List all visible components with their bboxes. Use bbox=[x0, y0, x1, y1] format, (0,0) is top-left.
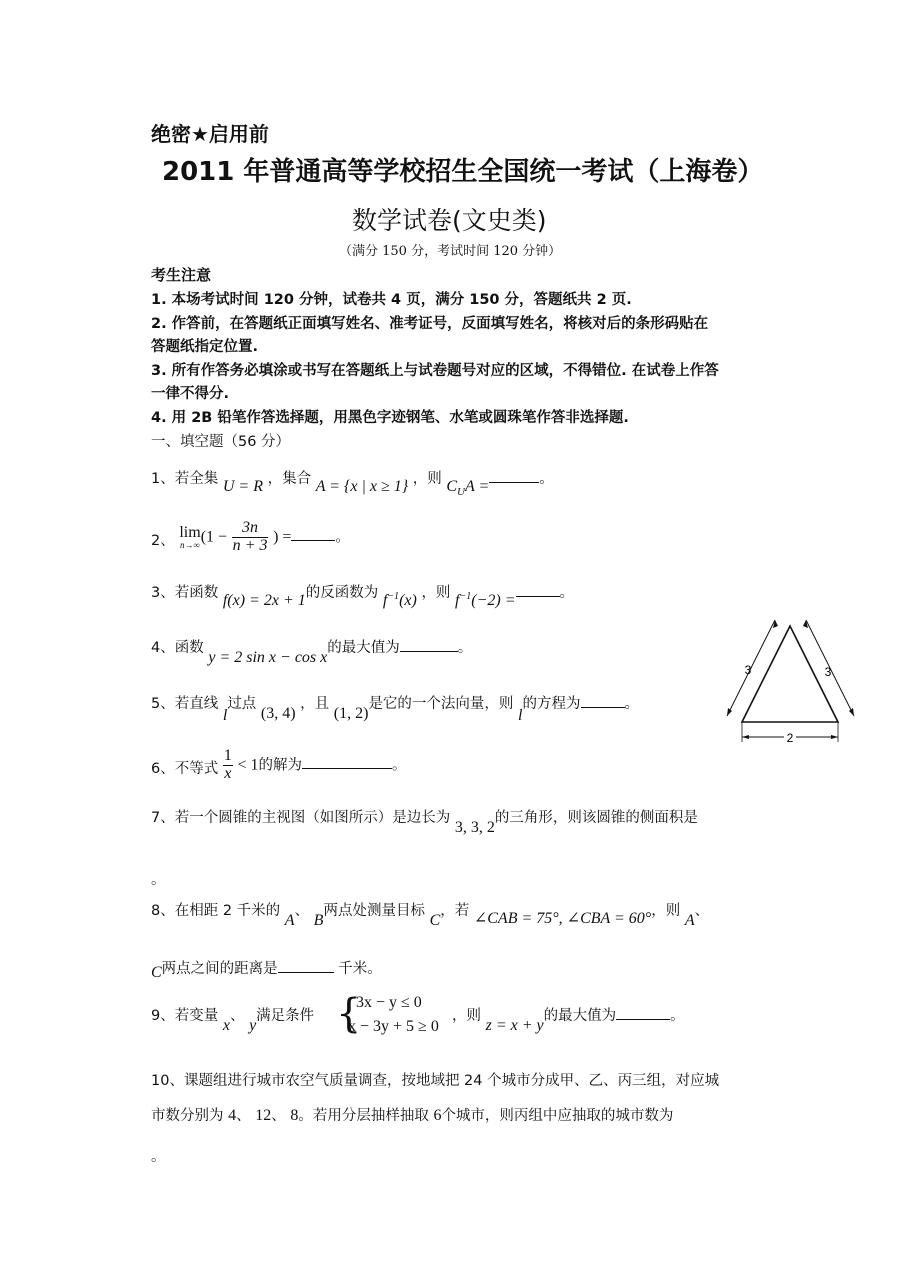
q5-end: 。 bbox=[624, 696, 639, 712]
notice-item: 1. 本场考试时间 120 分钟，试卷共 4 页，满分 150 分，答题纸共 2 页. bbox=[151, 292, 632, 308]
q10-math: 8 bbox=[290, 1107, 299, 1124]
q9-math: y bbox=[249, 1017, 257, 1034]
q2-end: 。 bbox=[335, 529, 350, 546]
q1-math: A = bbox=[465, 478, 490, 495]
answer-blank[interactable] bbox=[278, 962, 334, 973]
q8-math: A bbox=[684, 912, 695, 929]
q6-math: < 1 bbox=[237, 756, 259, 774]
q8-text: 8、在相距 2 千米的 bbox=[151, 903, 281, 919]
question-6 bbox=[151, 748, 406, 783]
section-title: 一、填空题（56 分） bbox=[151, 434, 291, 450]
question-5 bbox=[151, 692, 639, 724]
answer-blank[interactable] bbox=[581, 697, 625, 708]
answer-blank[interactable] bbox=[616, 1009, 670, 1020]
q10-math: 12 bbox=[255, 1107, 272, 1124]
question-9 bbox=[151, 1004, 315, 1034]
q2-lim-sub: n→∞ bbox=[180, 539, 200, 550]
q5-text: ，且 bbox=[300, 696, 330, 712]
q4-text: 4、函数 bbox=[151, 640, 204, 656]
q5-math: (3, 4) bbox=[260, 705, 296, 722]
q10-text: 。若用分层抽样抽取 bbox=[298, 1108, 429, 1124]
q8-text: 两点处测量目标 bbox=[323, 903, 425, 919]
answer-blank[interactable] bbox=[302, 758, 392, 769]
q10-text: 个城市，则丙组中应抽取的城市数为 bbox=[441, 1108, 674, 1124]
q9-math: x bbox=[222, 1017, 230, 1034]
q3-math: (x) bbox=[399, 592, 417, 609]
answer-blank[interactable] bbox=[291, 530, 335, 541]
q9-text: 的最大值为 bbox=[543, 1008, 617, 1024]
q7-text: 的三角形，则该圆锥的侧面积是 bbox=[494, 810, 698, 826]
q9-text: 满足条件 bbox=[256, 1008, 315, 1024]
question-1 bbox=[151, 467, 554, 498]
secret-label: 绝密★启用前 bbox=[151, 122, 269, 146]
q9-brace-icon: { bbox=[336, 991, 362, 1037]
q2-numerator: 3n bbox=[232, 520, 269, 538]
q10-text: 市数分别为 bbox=[151, 1108, 224, 1124]
q1-math: C bbox=[446, 478, 458, 495]
page-title: 2011 年普通高等学校招生全国统一考试（上海卷） bbox=[162, 157, 764, 187]
q1-math: A = {x | x ≥ 1} bbox=[315, 478, 409, 495]
notice-item: 答题纸指定位置. bbox=[151, 339, 259, 355]
q3-text: 3、若函数 bbox=[151, 585, 219, 601]
q9-text: 、 bbox=[229, 1008, 245, 1024]
q10-math: 4 bbox=[228, 1107, 237, 1124]
q10-end: 。 bbox=[151, 1149, 166, 1165]
q2-math: ) = bbox=[273, 528, 292, 546]
q9-math: z = x + y bbox=[485, 1017, 544, 1034]
q8-text: 、 bbox=[294, 903, 310, 919]
q8-math: C bbox=[429, 912, 441, 929]
q8-math: ∠CAB = 75°, ∠CBA = 60° bbox=[473, 910, 652, 927]
question-8 bbox=[151, 899, 710, 929]
q4-end: 。 bbox=[457, 640, 473, 656]
q10-text: 、 bbox=[236, 1108, 251, 1124]
question-9-cont bbox=[452, 1004, 685, 1034]
q3-math: f bbox=[382, 592, 388, 609]
question-2 bbox=[151, 520, 350, 555]
q1-text: ，集合 bbox=[267, 471, 312, 487]
q8-text: ，若 bbox=[440, 903, 470, 919]
question-10: 10、课题组进行城市农空气质量调查，按地域把 24 个城市分成甲、乙、丙三组，对应城 bbox=[151, 1073, 720, 1089]
q1-end: 。 bbox=[539, 471, 554, 487]
q5-text: 是它的一个法向量，则 bbox=[368, 696, 514, 712]
q3-end: 。 bbox=[559, 585, 574, 601]
q8-math: B bbox=[313, 912, 324, 929]
exam-meta: （满分 150 分，考试时间 120 分钟） bbox=[339, 244, 562, 259]
q1-math: U = R bbox=[222, 478, 263, 495]
q1-text: ，则 bbox=[412, 471, 442, 487]
q3-text: 的反函数为 bbox=[305, 585, 379, 601]
q5-math: (1, 2) bbox=[333, 705, 369, 722]
q2-math: (1 − bbox=[200, 528, 228, 546]
q6-denominator: x bbox=[224, 764, 232, 782]
q5-text: 的方程为 bbox=[522, 696, 581, 712]
q10-math: 6 bbox=[433, 1107, 442, 1124]
notice-heading: 考生注意 bbox=[151, 266, 212, 284]
q3-math-sup: −1 bbox=[387, 591, 400, 603]
q6-text: 6、不等式 bbox=[151, 761, 219, 778]
answer-blank[interactable] bbox=[516, 586, 560, 597]
q5-math: l bbox=[222, 707, 228, 724]
q4-text: 的最大值为 bbox=[327, 640, 400, 656]
q8-math: A bbox=[284, 912, 295, 929]
right-side-label: 3 bbox=[824, 665, 832, 679]
q7-end: 。 bbox=[151, 872, 166, 888]
answer-blank[interactable] bbox=[489, 472, 539, 483]
q6-numerator: 1 bbox=[223, 747, 232, 764]
q7-math: 3, 3, 2 bbox=[454, 819, 495, 836]
q8-text: 千米。 bbox=[338, 961, 382, 977]
q1-math-sub: U bbox=[457, 485, 465, 498]
notice-item: 3. 所有作答务必填涂或书写在答题纸上与试卷题号对应的区域，不得错位. 在试卷上作答 bbox=[151, 363, 719, 379]
q5-text: 5、若直线 bbox=[151, 696, 219, 712]
q9-constraint-1: 3x − y ≤ 0 bbox=[356, 994, 422, 1011]
q3-math-sup: −1 bbox=[459, 591, 472, 603]
q8-text: 、 bbox=[694, 903, 710, 919]
question-10-line2 bbox=[151, 1104, 673, 1125]
bottom-side-label: 2 bbox=[786, 731, 794, 745]
q4-math: y = 2 sin x − cos x bbox=[208, 649, 328, 666]
notice-item: 2. 作答前，在答题纸正面填写姓名、准考证号，反面填写姓名，将核对后的条形码贴在 bbox=[151, 316, 709, 332]
notice-item: 4. 用 2B 铅笔作答选择题，用黑色字迹钢笔、水笔或圆珠笔作答非选择题. bbox=[151, 410, 629, 426]
question-3 bbox=[151, 581, 574, 609]
q1-text: 1、若全集 bbox=[151, 471, 219, 487]
q6-end: 。 bbox=[391, 757, 407, 774]
q7-text: 7、若一个圆锥的主视图（如图所示）是边长为 bbox=[151, 810, 451, 826]
left-side-label: 3 bbox=[744, 663, 752, 677]
answer-blank[interactable] bbox=[400, 641, 458, 652]
q3-text: ，则 bbox=[421, 585, 451, 601]
q9-text: 9、若变量 bbox=[151, 1008, 219, 1024]
q3-math: (−2) = bbox=[471, 592, 516, 609]
q8-text: ，则 bbox=[651, 903, 681, 919]
q9-constraint-2: x − 3y + 5 ≥ 0 bbox=[348, 1018, 439, 1035]
q5-math: l bbox=[518, 707, 523, 724]
q5-text: 过点 bbox=[227, 696, 257, 712]
q8-math: C bbox=[151, 964, 162, 981]
q2-text: 2、 bbox=[151, 533, 175, 550]
page-subtitle: 数学试卷(文史类) bbox=[352, 206, 547, 235]
question-7 bbox=[151, 806, 698, 836]
q6-text: 的解为 bbox=[258, 757, 302, 774]
question-8-cont bbox=[151, 957, 382, 981]
q3-math: f(x) = 2x + 1 bbox=[222, 592, 306, 609]
q2-lim: lim bbox=[179, 523, 201, 541]
q2-denominator: n + 3 bbox=[232, 536, 268, 554]
q8-text: 两点之间的距离是 bbox=[161, 961, 278, 977]
q9-text: ，则 bbox=[452, 1008, 481, 1024]
question-4 bbox=[151, 636, 473, 666]
triangle-shape bbox=[742, 626, 838, 722]
notice-item: 一律不得分. bbox=[151, 386, 230, 402]
q3-math: f bbox=[455, 592, 460, 609]
q10-text: 、 bbox=[271, 1108, 286, 1124]
q9-end: 。 bbox=[670, 1008, 685, 1024]
cone-front-view-figure bbox=[718, 614, 864, 746]
